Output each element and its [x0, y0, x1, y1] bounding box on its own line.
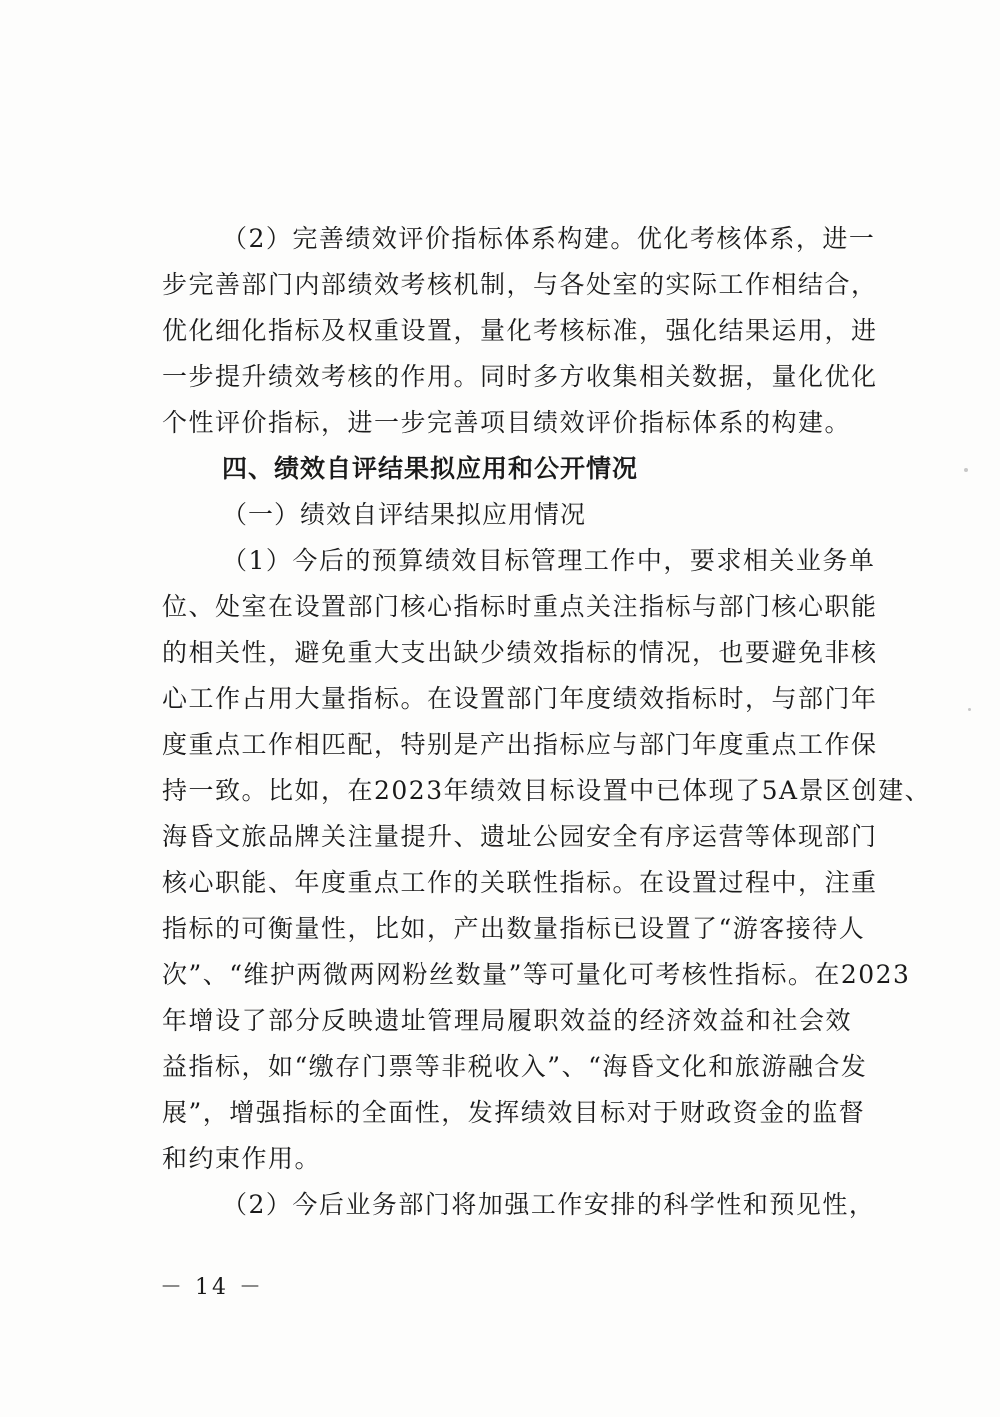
paragraph-line: 优化细化指标及权重设置，量化考核标准，强化结果运用，进 [162, 316, 878, 345]
paragraph-line: 年增设了部分反映遗址管理局履职效益的经济效益和社会效 [162, 1006, 852, 1035]
paragraph-line: （2）今后业务部门将加强工作安排的科学性和预见性， [222, 1190, 876, 1219]
scan-speck [968, 708, 971, 711]
paragraph-line: 度重点工作相匹配，特别是产出指标应与部门年度重点工作保 [162, 730, 878, 759]
scan-speck [964, 468, 968, 472]
paragraph-line: 指标的可衡量性，比如，产出数量指标已设置了“游客接待人 [162, 914, 866, 943]
paragraph-line: 次”、“维护两微两网粉丝数量”等可量化可考核性指标。在2023 [162, 960, 911, 989]
paragraph-line: 个性评价指标，进一步完善项目绩效评价指标体系的构建。 [162, 408, 852, 437]
paragraph-line: 位、处室在设置部门核心指标时重点关注指标与部门核心职能 [162, 592, 878, 621]
paragraph-line: 益指标，如“缴存门票等非税收入”、“海昏文化和旅游融合发 [162, 1052, 868, 1081]
paragraph-line: 和约束作用。 [162, 1144, 322, 1173]
paragraph-line: 心工作占用大量指标。在设置部门年度绩效指标时，与部门年 [162, 684, 878, 713]
document-body [162, 216, 932, 1228]
paragraph-line: （1）今后的预算绩效目标管理工作中，要求相关业务单 [222, 546, 876, 575]
paragraph-line: 一步提升绩效考核的作用。同时多方收集相关数据，量化优化 [162, 362, 878, 391]
paragraph-line: 步完善部门内部绩效考核机制，与各处室的实际工作相结合， [162, 270, 878, 299]
page-number: － 14 － [160, 1275, 264, 1300]
paragraph-line: 海昏文旅品牌关注量提升、遗址公园安全有序运营等体现部门 [162, 822, 878, 851]
paragraph-line: （2）完善绩效评价指标体系构建。优化考核体系，进一 [222, 224, 876, 253]
section-heading: 四、绩效自评结果拟应用和公开情况 [222, 454, 639, 483]
subsection-heading: （一）绩效自评结果拟应用情况 [222, 500, 587, 529]
paragraph-line: 展”，增强指标的全面性，发挥绩效目标对于财政资金的监督 [162, 1098, 866, 1127]
paragraph-line: 持一致。比如，在2023年绩效目标设置中已体现了5A景区创建、 [162, 776, 932, 805]
paragraph-line: 核心职能、年度重点工作的关联性指标。在设置过程中，注重 [162, 868, 878, 897]
paragraph-line: 的相关性，避免重大支出缺少绩效指标的情况，也要避免非核 [162, 638, 878, 667]
